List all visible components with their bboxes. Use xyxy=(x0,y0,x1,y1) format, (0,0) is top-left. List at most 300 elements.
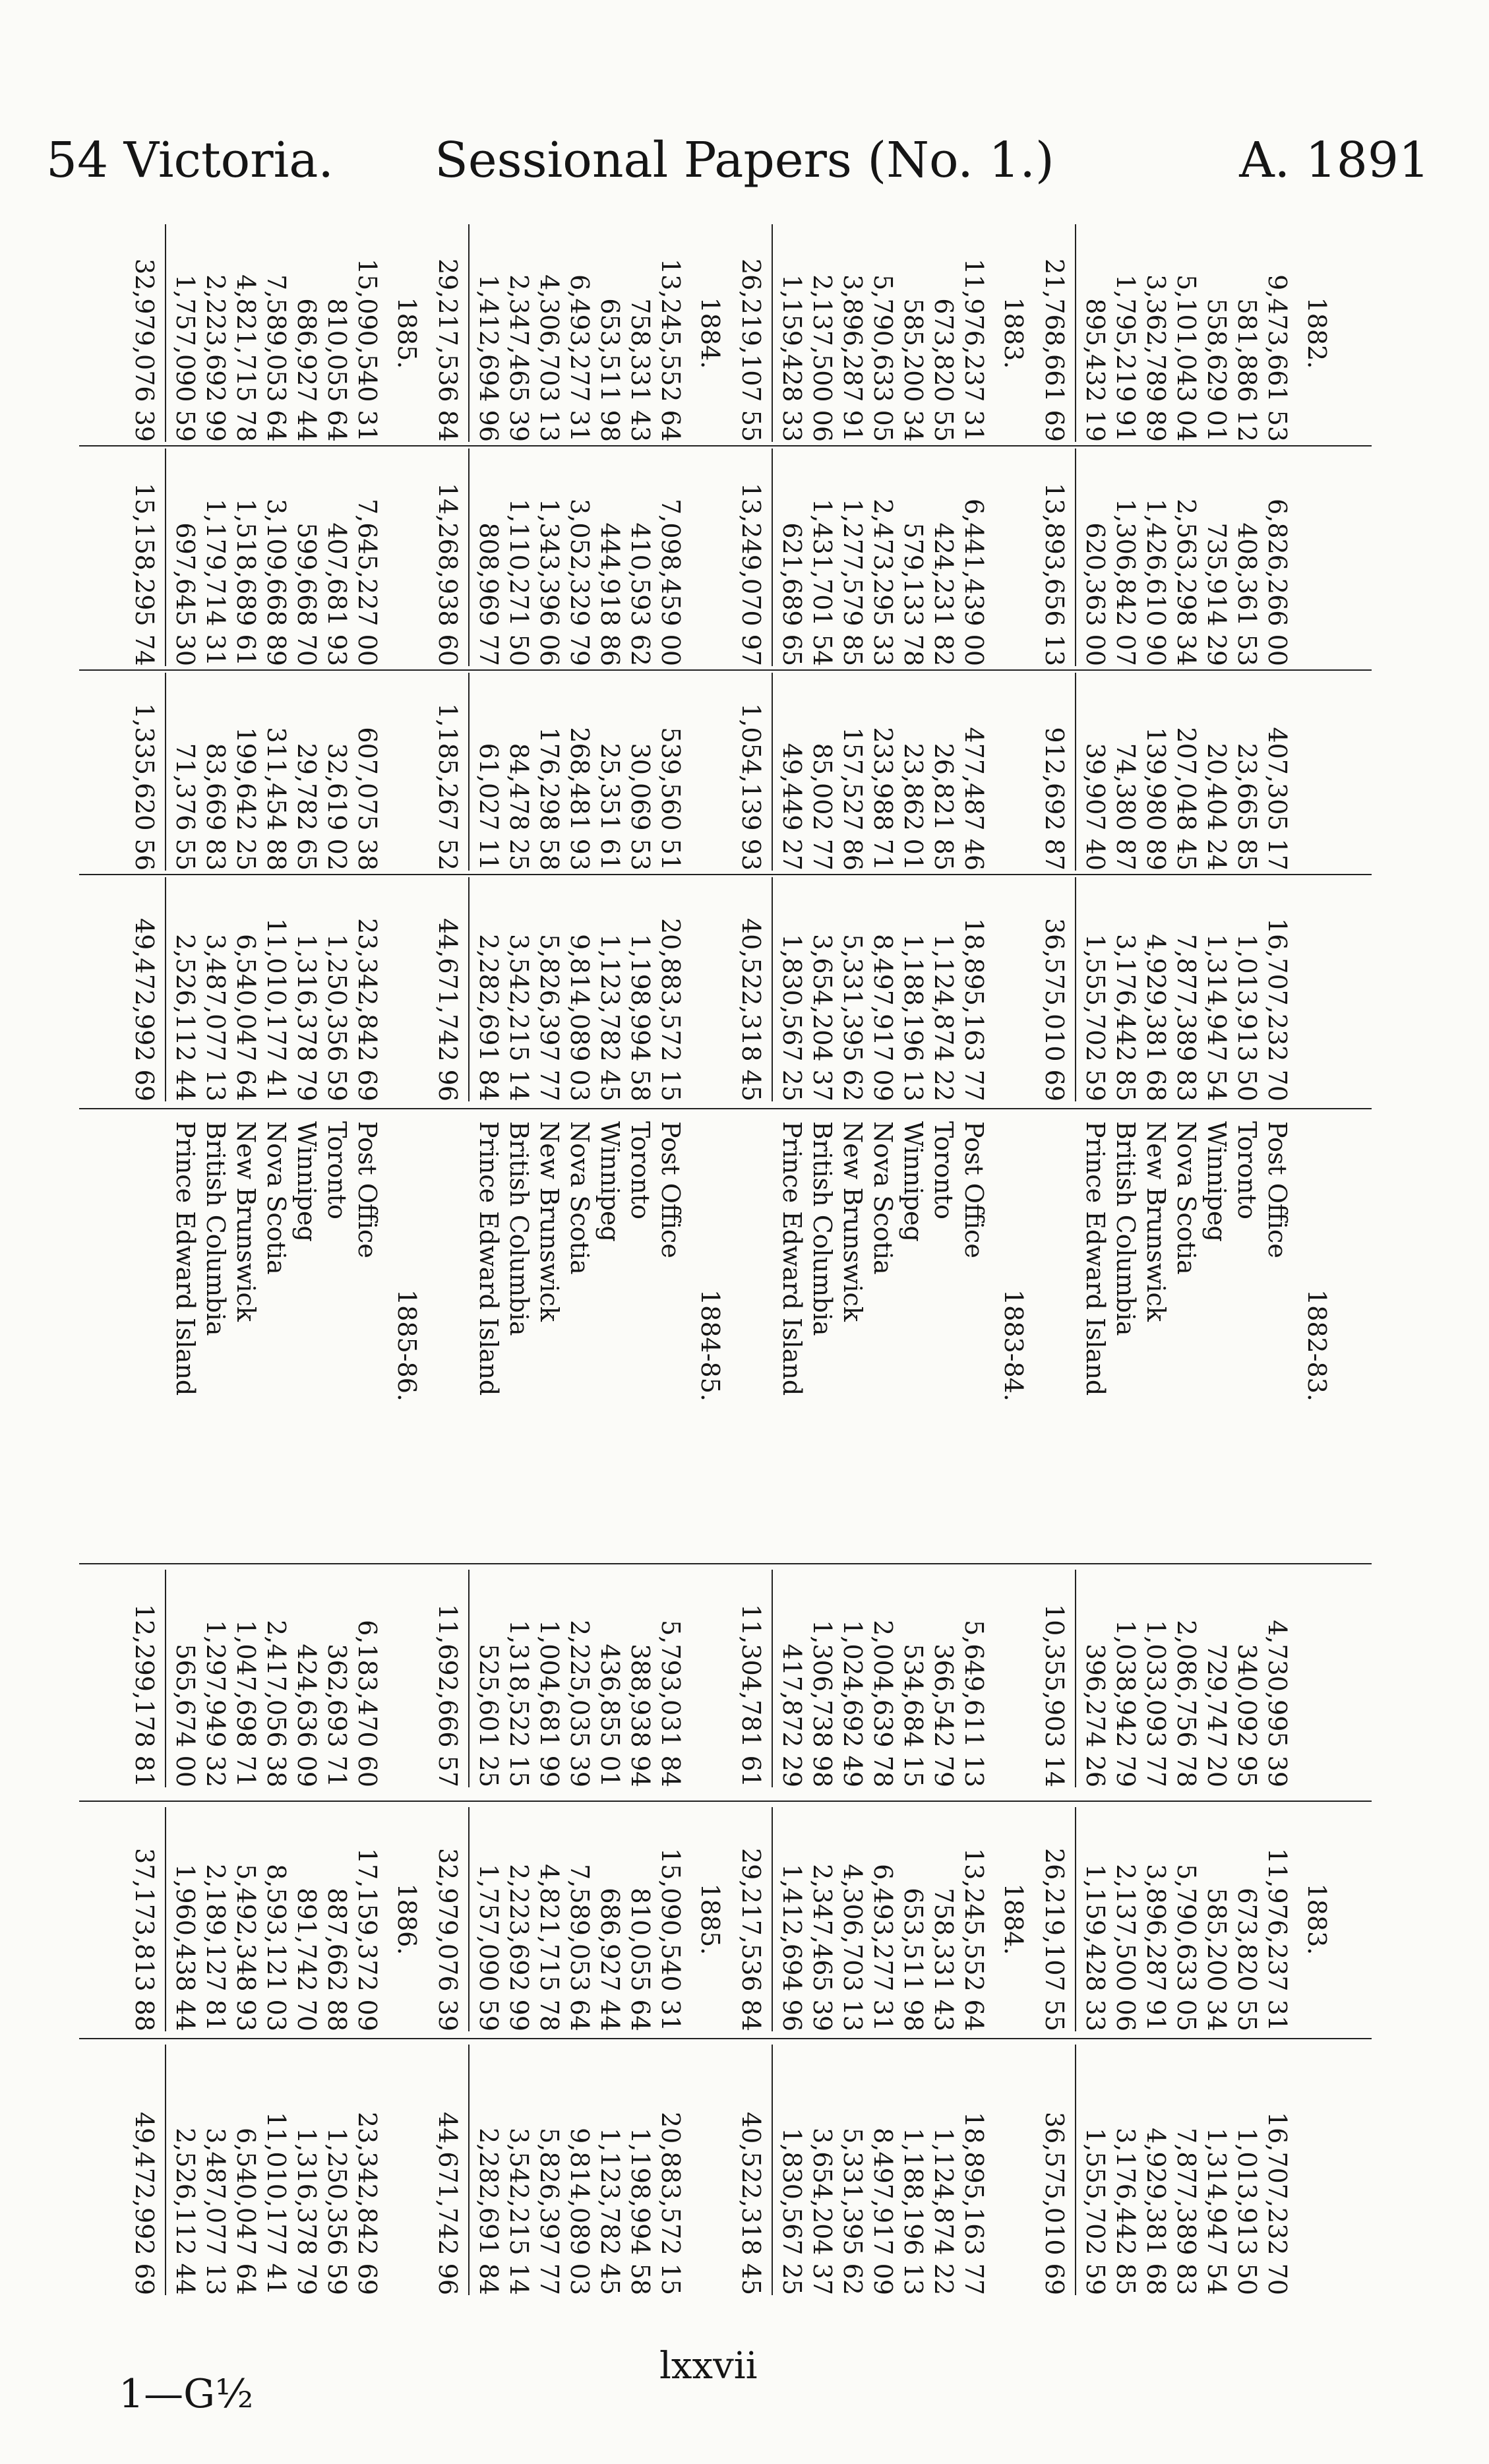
amount-cell: 653,511 98 xyxy=(899,1888,928,2031)
amount-cell: 1,306,738 98 xyxy=(808,1620,837,1787)
total-rule xyxy=(165,2045,166,2295)
amount-cell: 199,642 25 xyxy=(231,727,260,871)
office-label: Nova Scotia xyxy=(565,1121,594,1275)
total-cell: 40,522,318 45 xyxy=(737,917,766,1101)
amount-cell: 157,527 86 xyxy=(838,727,867,871)
amount-cell: 233,988 71 xyxy=(868,727,897,871)
amount-cell: 84,478 25 xyxy=(504,743,533,871)
amount-cell: 2,526,112 44 xyxy=(171,2128,200,2295)
total-cell: 10,355,903 14 xyxy=(1040,1603,1069,1787)
column-rule xyxy=(79,445,1372,447)
total-rule xyxy=(165,1807,166,2031)
amount-cell: 268,481 93 xyxy=(565,727,594,871)
amount-cell: 1,124,874 22 xyxy=(929,934,958,1101)
total-rule xyxy=(468,224,470,442)
amount-cell: 32,619 02 xyxy=(322,743,351,871)
amount-cell: 6,540,047 64 xyxy=(231,934,260,1101)
amount-cell: 673,820 55 xyxy=(1232,1888,1261,2031)
total-rule xyxy=(772,877,773,1101)
amount-cell: 9,814,089 03 xyxy=(565,934,594,1101)
amount-cell: 729,747 20 xyxy=(1202,1644,1231,1787)
amount-cell: 2,563,298 34 xyxy=(1172,499,1201,666)
amount-cell: 4,306,703 13 xyxy=(838,1864,867,2031)
amount-cell: 7,877,389 83 xyxy=(1172,2128,1201,2295)
amount-cell: 85,002 77 xyxy=(808,743,837,871)
amount-cell: 758,331 43 xyxy=(929,1888,958,2031)
amount-cell: 1,188,196 13 xyxy=(899,2128,928,2295)
amount-cell: 20,883,572 15 xyxy=(656,2111,685,2295)
total-cell: 36,575,010 69 xyxy=(1040,917,1069,1101)
amount-cell: 3,362,789 89 xyxy=(1141,274,1170,442)
total-rule xyxy=(772,673,773,871)
amount-cell: 2,223,692 99 xyxy=(504,1864,533,2031)
year-heading: 1885. xyxy=(392,297,421,369)
amount-cell: 3,654,204 37 xyxy=(808,2128,837,2295)
amount-cell: 1,555,702 59 xyxy=(1081,934,1110,1101)
total-rule xyxy=(468,673,470,871)
amount-cell: 1,198,994 58 xyxy=(626,934,655,1101)
office-label: Prince Edward Island xyxy=(1081,1121,1110,1396)
amount-cell: 5,492,348 93 xyxy=(231,1864,260,2031)
amount-cell: 579,133 78 xyxy=(899,522,928,666)
amount-cell: 23,342,842 69 xyxy=(353,2111,382,2295)
amount-cell: 607,075 38 xyxy=(353,727,382,871)
total-cell: 21,768,661 69 xyxy=(1040,258,1069,442)
amount-cell: 23,862 01 xyxy=(899,743,928,871)
office-label: British Columbia xyxy=(808,1121,837,1336)
amount-cell: 26,821 85 xyxy=(929,743,958,871)
amount-cell: 887,662 88 xyxy=(322,1888,351,2031)
amount-cell: 1,830,567 25 xyxy=(777,934,806,1101)
period-heading: 1882-83. xyxy=(1302,1289,1331,1401)
amount-cell: 1,250,356 59 xyxy=(322,934,351,1101)
amount-cell: 1,830,567 25 xyxy=(777,2128,806,2295)
amount-cell: 539,560 51 xyxy=(656,727,685,871)
amount-cell: 6,826,266 00 xyxy=(1263,499,1292,666)
amount-cell: 810,055 64 xyxy=(626,1888,655,2031)
amount-cell: 5,790,633 05 xyxy=(868,274,897,442)
amount-cell: 11,010,177 41 xyxy=(262,2111,291,2295)
office-label: Toronto xyxy=(1232,1121,1261,1219)
amount-cell: 1,123,782 45 xyxy=(595,934,624,1101)
amount-cell: 388,938 94 xyxy=(626,1644,655,1787)
amount-cell: 1,250,356 59 xyxy=(322,2128,351,2295)
amount-cell: 1,179,714 31 xyxy=(201,499,230,666)
total-cell: 13,893,656 13 xyxy=(1040,482,1069,666)
office-label: British Columbia xyxy=(1111,1121,1140,1336)
amount-cell: 620,363 00 xyxy=(1081,522,1110,666)
total-rule xyxy=(165,877,166,1101)
total-rule xyxy=(468,448,470,666)
column-rule xyxy=(79,1563,1372,1564)
header-year: A. 1891 xyxy=(1239,132,1430,189)
amount-cell: 7,589,053 64 xyxy=(565,1864,594,2031)
year-heading: 1883. xyxy=(999,297,1028,369)
total-cell: 44,671,742 96 xyxy=(433,2111,462,2295)
amount-cell: 1,013,913 50 xyxy=(1232,2128,1261,2295)
office-label: Toronto xyxy=(626,1121,655,1219)
amount-cell: 758,331 43 xyxy=(626,298,655,442)
amount-cell: 4,821,715 78 xyxy=(535,1864,564,2031)
column-rule xyxy=(79,2038,1372,2039)
total-rule xyxy=(468,1570,470,1787)
amount-cell: 417,872 29 xyxy=(777,1644,806,1787)
amount-cell: 3,176,442 85 xyxy=(1111,2128,1140,2295)
amount-cell: 1,412,694 96 xyxy=(474,274,503,442)
amount-cell: 808,969 77 xyxy=(474,522,503,666)
amount-cell: 1,555,702 59 xyxy=(1081,2128,1110,2295)
total-cell: 32,979,076 39 xyxy=(130,258,159,442)
amount-cell: 686,927 44 xyxy=(292,298,321,442)
office-label: New Brunswick xyxy=(231,1121,260,1322)
amount-cell: 2,225,035 39 xyxy=(565,1620,594,1787)
office-label: Prince Edward Island xyxy=(474,1121,503,1396)
amount-cell: 1,033,093 77 xyxy=(1141,1620,1170,1787)
office-label: Post Office xyxy=(353,1121,382,1258)
amount-cell: 11,976,237 31 xyxy=(1263,1847,1292,2031)
total-rule xyxy=(165,1570,166,1787)
ledger-table xyxy=(79,224,1372,2322)
amount-cell: 13,245,552 64 xyxy=(656,258,685,442)
amount-cell: 407,305 17 xyxy=(1263,727,1292,871)
amount-cell: 2,282,691 84 xyxy=(474,934,503,1101)
amount-cell: 581,886 12 xyxy=(1232,298,1261,442)
signature-mark: 1—G½ xyxy=(119,2371,254,2417)
amount-cell: 408,361 53 xyxy=(1232,522,1261,666)
total-rule xyxy=(468,877,470,1101)
amount-cell: 2,137,500 06 xyxy=(1111,1864,1140,2031)
total-cell: 49,472,992 69 xyxy=(130,917,159,1101)
total-cell: 14,268,938 60 xyxy=(433,482,462,666)
amount-cell: 2,086,756 78 xyxy=(1172,1620,1201,1787)
amount-cell: 362,693 71 xyxy=(322,1644,351,1787)
amount-cell: 1,412,694 96 xyxy=(777,1864,806,2031)
total-cell: 1,185,267 52 xyxy=(433,703,462,871)
amount-cell: 1,306,842 07 xyxy=(1111,499,1140,666)
period-heading: 1885-86. xyxy=(392,1289,421,1401)
total-rule xyxy=(772,448,773,666)
amount-cell: 23,665 85 xyxy=(1232,743,1261,871)
total-cell: 49,472,992 69 xyxy=(130,2111,159,2295)
amount-cell: 1,013,913 50 xyxy=(1232,934,1261,1101)
amount-cell: 891,742 70 xyxy=(292,1888,321,2031)
amount-cell: 3,654,204 37 xyxy=(808,934,837,1101)
amount-cell: 585,200 34 xyxy=(1202,1888,1231,2031)
amount-cell: 1,314,947 54 xyxy=(1202,934,1231,1101)
amount-cell: 2,004,639 78 xyxy=(868,1620,897,1787)
amount-cell: 2,526,112 44 xyxy=(171,934,200,1101)
amount-cell: 6,540,047 64 xyxy=(231,2128,260,2295)
amount-cell: 25,351 61 xyxy=(595,743,624,871)
amount-cell: 5,649,611 13 xyxy=(959,1620,988,1787)
amount-cell: 366,542 79 xyxy=(929,1644,958,1787)
total-rule xyxy=(1075,224,1076,442)
amount-cell: 2,137,500 06 xyxy=(808,274,837,442)
period-heading: 1883-84. xyxy=(999,1289,1028,1401)
amount-cell: 3,487,077 13 xyxy=(201,934,230,1101)
amount-cell: 2,223,692 99 xyxy=(201,274,230,442)
amount-cell: 1,110,271 50 xyxy=(504,499,533,666)
amount-cell: 1,431,701 54 xyxy=(808,499,837,666)
amount-cell: 311,454 88 xyxy=(262,727,291,871)
amount-cell: 6,493,277 31 xyxy=(868,1864,897,2031)
amount-cell: 1,518,689 61 xyxy=(231,499,260,666)
year-heading: 1885. xyxy=(696,1883,725,1956)
amount-cell: 20,883,572 15 xyxy=(656,917,685,1101)
total-cell: 36,575,010 69 xyxy=(1040,2111,1069,2295)
amount-cell: 207,048 45 xyxy=(1172,727,1201,871)
amount-cell: 525,601 25 xyxy=(474,1644,503,1787)
header-session: 54 Victoria. xyxy=(46,132,334,189)
year-heading: 1883. xyxy=(1302,1883,1331,1956)
total-cell: 12,299,178 81 xyxy=(130,1603,159,1787)
amount-cell: 1,297,949 32 xyxy=(201,1620,230,1787)
amount-cell: 9,814,089 03 xyxy=(565,2128,594,2295)
amount-cell: 5,331,395 62 xyxy=(838,2128,867,2295)
amount-cell: 3,109,668 89 xyxy=(262,499,291,666)
total-rule xyxy=(1075,1570,1076,1787)
total-rule xyxy=(772,2045,773,2295)
office-label: New Brunswick xyxy=(535,1121,564,1322)
total-rule xyxy=(1075,877,1076,1101)
office-label: British Columbia xyxy=(504,1121,533,1336)
amount-cell: 3,896,287 91 xyxy=(838,274,867,442)
amount-cell: 653,511 98 xyxy=(595,298,624,442)
total-rule xyxy=(1075,673,1076,871)
office-label: Winnipeg xyxy=(1202,1121,1231,1242)
amount-cell: 15,090,540 31 xyxy=(656,1847,685,2031)
amount-cell: 2,347,465 39 xyxy=(808,1864,837,2031)
amount-cell: 23,342,842 69 xyxy=(353,917,382,1101)
amount-cell: 1,343,396 06 xyxy=(535,499,564,666)
amount-cell: 7,645,227 00 xyxy=(353,499,382,666)
amount-cell: 1,159,428 33 xyxy=(1081,1864,1110,2031)
amount-cell: 1,316,378 79 xyxy=(292,934,321,1101)
total-cell: 26,219,107 55 xyxy=(1040,1847,1069,2031)
office-label: Nova Scotia xyxy=(262,1121,291,1275)
amount-cell: 1,024,692 49 xyxy=(838,1620,867,1787)
amount-cell: 1,314,947 54 xyxy=(1202,2128,1231,2295)
amount-cell: 340,092 95 xyxy=(1232,1644,1261,1787)
amount-cell: 1,159,428 33 xyxy=(777,274,806,442)
amount-cell: 1,188,196 13 xyxy=(899,934,928,1101)
amount-cell: 11,976,237 31 xyxy=(959,258,988,442)
total-cell: 26,219,107 55 xyxy=(737,258,766,442)
amount-cell: 13,245,552 64 xyxy=(959,1847,988,2031)
amount-cell: 3,896,287 91 xyxy=(1141,1864,1170,2031)
column-rule xyxy=(79,874,1372,875)
office-label: Toronto xyxy=(929,1121,958,1219)
total-rule xyxy=(1075,2045,1076,2295)
amount-cell: 176,298 58 xyxy=(535,727,564,871)
amount-cell: 11,010,177 41 xyxy=(262,917,291,1101)
amount-cell: 585,200 34 xyxy=(899,298,928,442)
amount-cell: 20,404 24 xyxy=(1202,743,1231,871)
total-rule xyxy=(165,224,166,442)
amount-cell: 3,542,215 14 xyxy=(504,2128,533,2295)
amount-cell: 16,707,232 70 xyxy=(1263,2111,1292,2295)
amount-cell: 83,669 83 xyxy=(201,743,230,871)
amount-cell: 8,497,917 09 xyxy=(868,934,897,1101)
office-label: Nova Scotia xyxy=(868,1121,897,1275)
office-label: Winnipeg xyxy=(292,1121,321,1242)
office-label: Winnipeg xyxy=(595,1121,624,1242)
amount-cell: 1,038,942 79 xyxy=(1111,1620,1140,1787)
total-rule xyxy=(1075,448,1076,666)
column-rule xyxy=(79,1108,1372,1109)
amount-cell: 3,176,442 85 xyxy=(1111,934,1140,1101)
office-label: New Brunswick xyxy=(838,1121,867,1322)
amount-cell: 4,730,995 39 xyxy=(1263,1620,1292,1787)
amount-cell: 30,069 53 xyxy=(626,743,655,871)
amount-cell: 3,542,215 14 xyxy=(504,934,533,1101)
total-cell: 13,249,070 97 xyxy=(737,482,766,666)
total-cell: 11,304,781 61 xyxy=(737,1603,766,1787)
total-rule xyxy=(772,1570,773,1787)
column-rule xyxy=(79,669,1372,671)
total-rule xyxy=(1075,1807,1076,2031)
amount-cell: 436,855 01 xyxy=(595,1644,624,1787)
period-heading: 1884-85. xyxy=(696,1289,725,1401)
amount-cell: 39,907 40 xyxy=(1081,743,1110,871)
amount-cell: 18,895,163 77 xyxy=(959,917,988,1101)
amount-cell: 1,426,610 90 xyxy=(1141,499,1170,666)
amount-cell: 1,960,438 44 xyxy=(171,1864,200,2031)
amount-cell: 1,198,994 58 xyxy=(626,2128,655,2295)
year-heading: 1886. xyxy=(392,1883,421,1956)
amount-cell: 735,914 29 xyxy=(1202,522,1231,666)
amount-cell: 5,331,395 62 xyxy=(838,934,867,1101)
amount-cell: 621,689 65 xyxy=(777,522,806,666)
amount-cell: 7,877,389 83 xyxy=(1172,934,1201,1101)
amount-cell: 9,473,661 53 xyxy=(1263,274,1292,442)
amount-cell: 7,098,459 00 xyxy=(656,499,685,666)
amount-cell: 565,674 00 xyxy=(171,1644,200,1787)
total-cell: 1,054,139 93 xyxy=(737,703,766,871)
amount-cell: 74,380 87 xyxy=(1111,743,1140,871)
amount-cell: 686,927 44 xyxy=(595,1888,624,2031)
column-rule xyxy=(79,1801,1372,1802)
amount-cell: 139,980 89 xyxy=(1141,727,1170,871)
office-label: New Brunswick xyxy=(1141,1121,1170,1322)
amount-cell: 15,090,540 31 xyxy=(353,258,382,442)
amount-cell: 1,757,090 59 xyxy=(171,274,200,442)
amount-cell: 477,487 46 xyxy=(959,727,988,871)
year-heading: 1882. xyxy=(1302,297,1331,369)
total-cell: 912,692 87 xyxy=(1040,727,1069,871)
amount-cell: 18,895,163 77 xyxy=(959,2111,988,2295)
total-cell: 29,217,536 84 xyxy=(737,1847,766,2031)
office-label: Post Office xyxy=(656,1121,685,1258)
amount-cell: 444,918 86 xyxy=(595,522,624,666)
amount-cell: 2,282,691 84 xyxy=(474,2128,503,2295)
total-cell: 1,335,620 56 xyxy=(130,703,159,871)
amount-cell: 1,757,090 59 xyxy=(474,1864,503,2031)
amount-cell: 1,277,579 85 xyxy=(838,499,867,666)
office-label: Winnipeg xyxy=(899,1121,928,1242)
office-label: British Columbia xyxy=(201,1121,230,1336)
amount-cell: 410,593 62 xyxy=(626,522,655,666)
page-number-roman: lxxvii xyxy=(659,2345,758,2387)
amount-cell: 8,593,121 03 xyxy=(262,1864,291,2031)
amount-cell: 810,055 64 xyxy=(322,298,351,442)
amount-cell: 1,004,681 99 xyxy=(535,1620,564,1787)
total-cell: 29,217,536 84 xyxy=(433,258,462,442)
total-cell: 40,522,318 45 xyxy=(737,2111,766,2295)
total-cell: 37,173,813 88 xyxy=(130,1847,159,2031)
total-cell: 32,979,076 39 xyxy=(433,1847,462,2031)
amount-cell: 5,793,031 84 xyxy=(656,1620,685,1787)
total-rule xyxy=(468,2045,470,2295)
amount-cell: 673,820 55 xyxy=(929,298,958,442)
office-label: Post Office xyxy=(1263,1121,1292,1258)
amount-cell: 424,636 09 xyxy=(292,1644,321,1787)
amount-cell: 407,681 93 xyxy=(322,522,351,666)
amount-cell: 5,790,633 05 xyxy=(1172,1864,1201,2031)
amount-cell: 5,826,397 77 xyxy=(535,934,564,1101)
amount-cell: 29,782 65 xyxy=(292,743,321,871)
amount-cell: 2,347,465 39 xyxy=(504,274,533,442)
amount-cell: 1,795,219 91 xyxy=(1111,274,1140,442)
amount-cell: 5,101,043 04 xyxy=(1172,274,1201,442)
total-rule xyxy=(772,1807,773,2031)
amount-cell: 1,124,874 22 xyxy=(929,2128,958,2295)
office-label: Prince Edward Island xyxy=(171,1121,200,1396)
amount-cell: 534,684 15 xyxy=(899,1644,928,1787)
amount-cell: 16,707,232 70 xyxy=(1263,917,1292,1101)
office-label: Post Office xyxy=(959,1121,988,1258)
amount-cell: 6,493,277 31 xyxy=(565,274,594,442)
amount-cell: 4,929,381 68 xyxy=(1141,934,1170,1101)
amount-cell: 558,629 01 xyxy=(1202,298,1231,442)
amount-cell: 895,432 19 xyxy=(1081,298,1110,442)
amount-cell: 4,306,703 13 xyxy=(535,274,564,442)
amount-cell: 71,376 55 xyxy=(171,743,200,871)
amount-cell: 61,027 11 xyxy=(474,743,503,871)
amount-cell: 1,318,522 15 xyxy=(504,1620,533,1787)
amount-cell: 8,497,917 09 xyxy=(868,2128,897,2295)
amount-cell: 7,589,053 64 xyxy=(262,274,291,442)
amount-cell: 3,487,077 13 xyxy=(201,2128,230,2295)
amount-cell: 2,189,127 81 xyxy=(201,1864,230,2031)
amount-cell: 697,645 30 xyxy=(171,522,200,666)
amount-cell: 49,449 27 xyxy=(777,743,806,871)
office-label: Prince Edward Island xyxy=(777,1121,806,1396)
total-rule xyxy=(165,448,166,666)
amount-cell: 396,274 26 xyxy=(1081,1644,1110,1787)
amount-cell: 424,231 82 xyxy=(929,522,958,666)
amount-cell: 599,668 70 xyxy=(292,522,321,666)
total-cell: 11,692,666 57 xyxy=(433,1603,462,1787)
total-rule xyxy=(772,224,773,442)
total-rule xyxy=(165,673,166,871)
total-cell: 44,671,742 96 xyxy=(433,917,462,1101)
amount-cell: 1,123,782 45 xyxy=(595,2128,624,2295)
year-heading: 1884. xyxy=(696,297,725,369)
amount-cell: 1,316,378 79 xyxy=(292,2128,321,2295)
header-title: Sessional Papers (No. 1.) xyxy=(435,132,1054,189)
amount-cell: 4,821,715 78 xyxy=(231,274,260,442)
amount-cell: 2,473,295 33 xyxy=(868,499,897,666)
amount-cell: 6,441,439 00 xyxy=(959,499,988,666)
total-rule xyxy=(468,1807,470,2031)
amount-cell: 3,052,329 79 xyxy=(565,499,594,666)
amount-cell: 6,183,470 60 xyxy=(353,1620,382,1787)
office-label: Nova Scotia xyxy=(1172,1121,1201,1275)
amount-cell: 4,929,381 68 xyxy=(1141,2128,1170,2295)
amount-cell: 2,417,056 38 xyxy=(262,1620,291,1787)
amount-cell: 17,159,372 09 xyxy=(353,1847,382,2031)
